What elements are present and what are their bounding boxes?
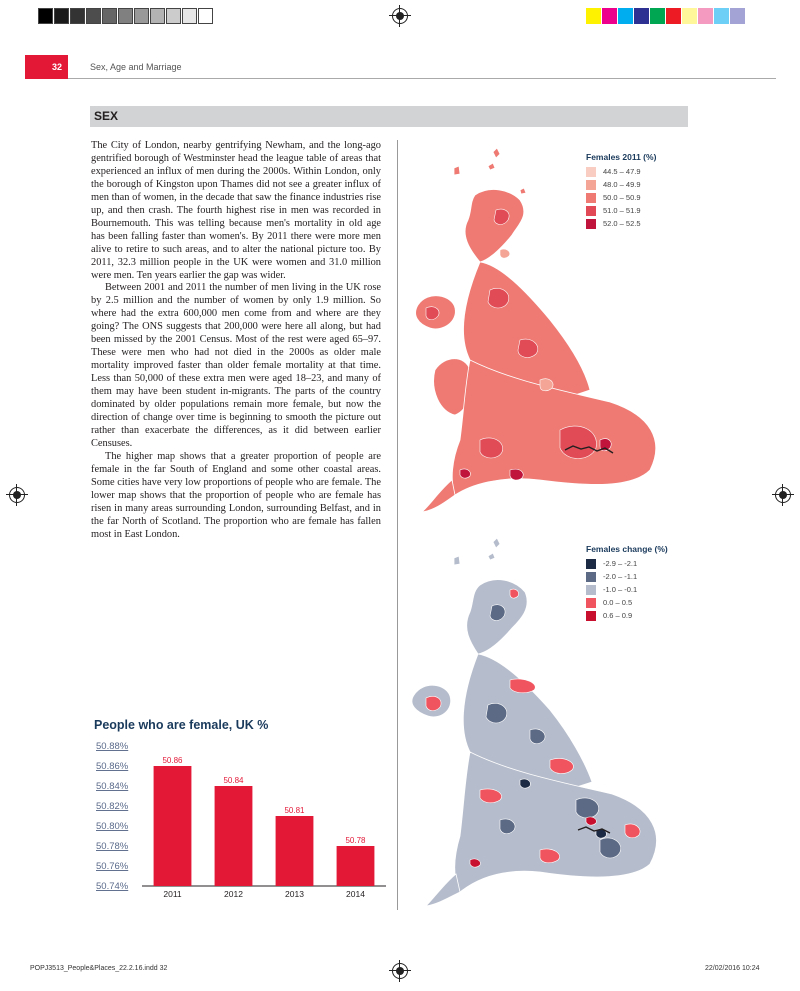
legend-label: 48.0 – 49.9	[603, 180, 641, 189]
paragraph: The City of London, nearby gentrifying Newham, and the long-ago gentrified borough of Westminster head the league table of areas that experienced an influx of men during the 2000s. Within London, only the borough of Kingston upon Thames did not see a greater influx of men than of women, in the decade that saw the finance industries rise up, and then crash. The fourth highest rise in men was recorded in Bournemouth. This was telling because men's mortality in old age has been falling faster than women's. By 2011 there were more men alive to retire to such areas, and to alter the national picture too. By 2011, 32.3 million people in the UK were women and 31.0 million were men. Ten years earlier the gap was wider.	[91, 140, 381, 281]
map-region-islands	[454, 538, 500, 565]
map-cell	[520, 779, 530, 788]
x-tick-label: 2014	[346, 889, 365, 899]
legend-label: -1.0 – -0.1	[603, 585, 638, 594]
calibration-swatch	[682, 8, 697, 24]
calibration-swatch	[730, 8, 745, 24]
calibration-swatch	[182, 8, 197, 24]
x-tick-label: 2011	[163, 889, 182, 899]
legend-swatch	[586, 585, 596, 595]
legend-swatch	[586, 559, 596, 569]
bar	[215, 786, 253, 886]
calibration-swatch	[714, 8, 729, 24]
header-rule	[68, 78, 776, 79]
y-tick-label: 50.82%	[96, 801, 129, 812]
column-divider	[397, 140, 398, 910]
registration-mark-icon	[9, 487, 25, 503]
legend-swatch	[586, 219, 596, 229]
legend-females-change	[586, 544, 766, 624]
legend-title: Females change (%)	[586, 544, 668, 554]
bar-data-label: 50.78	[345, 836, 366, 845]
y-tick-label: 50.78%	[96, 841, 129, 852]
map-cell	[510, 589, 519, 598]
calibration-swatch	[666, 8, 681, 24]
calibration-swatch	[86, 8, 101, 24]
footer-file-name: POPJ3513_People&Places_22.2.16.indd 32	[30, 965, 168, 972]
legend-swatch	[586, 572, 596, 582]
calibration-swatch	[602, 8, 617, 24]
legend-swatch	[586, 193, 596, 203]
calibration-swatch	[54, 8, 69, 24]
registration-mark-icon	[392, 963, 408, 979]
legend-label: 44.5 – 47.9	[603, 167, 641, 176]
bar-data-label: 50.86	[162, 756, 183, 765]
body-text	[91, 140, 381, 542]
map-cell	[510, 469, 523, 480]
y-tick-label: 50.86%	[96, 761, 129, 772]
bar	[154, 766, 192, 886]
y-tick-label: 50.84%	[96, 781, 129, 792]
map-cell	[460, 469, 470, 478]
registration-mark-icon	[775, 487, 791, 503]
page-number-tab	[25, 55, 68, 79]
y-tick-label: 50.88%	[96, 741, 129, 752]
legend-label: 52.0 – 52.5	[603, 219, 641, 228]
page-number: 32	[51, 62, 62, 72]
chart-title: People who are female, UK %	[94, 718, 269, 732]
bar-data-label: 50.81	[284, 806, 305, 815]
legend-label: -2.0 – -1.1	[603, 572, 638, 581]
y-tick-label: 50.76%	[96, 861, 129, 872]
map-region-southwest-peninsula	[426, 874, 460, 906]
legend-swatch	[586, 167, 596, 177]
map-cell	[426, 696, 441, 710]
footer-timestamp: 22/02/2016 10:24	[705, 965, 760, 972]
map-region-islands	[454, 148, 526, 194]
map-cell	[540, 379, 553, 391]
paragraph: The higher map shows that a greater proportion of people are female in the far South of England and some other coastal areas. Some cities have very low proportions of people who are female. The lower map shows that the proportion of people who are female has risen in many areas surrounding London, surrounding Belfast, and in the far North of Scotland. The proportion who are female has fallen most in East London.	[91, 450, 381, 540]
legend-swatch	[586, 611, 596, 621]
legend-label: -2.9 – -2.1	[603, 559, 638, 568]
map-cell	[488, 288, 509, 308]
calibration-swatch	[118, 8, 133, 24]
calibration-swatch	[134, 8, 149, 24]
legend-title: Females 2011 (%)	[586, 152, 657, 162]
section-title: SEX	[94, 109, 119, 123]
bar-data-label: 50.84	[223, 776, 244, 785]
y-tick-label: 50.80%	[96, 821, 129, 832]
x-tick-label: 2013	[285, 889, 304, 899]
legend-swatch	[586, 598, 596, 608]
legend-swatch	[586, 180, 596, 190]
legend-label: 0.0 – 0.5	[603, 598, 633, 607]
legend-label: 50.0 – 50.9	[603, 193, 641, 202]
map-region-scotland	[465, 190, 524, 262]
legend-label: 0.6 – 0.9	[603, 611, 633, 620]
bar	[337, 846, 375, 886]
registration-mark-icon	[392, 8, 408, 24]
section-heading-band	[90, 106, 688, 127]
map-cell	[586, 817, 596, 825]
x-tick-label: 2012	[224, 889, 243, 899]
calibration-swatch	[38, 8, 53, 24]
calibration-swatch	[102, 8, 117, 24]
map-region-southwest-peninsula	[422, 480, 455, 512]
legend-label: 51.0 – 51.9	[603, 206, 641, 215]
calibration-swatch	[586, 8, 601, 24]
y-tick-label: 50.74%	[96, 881, 129, 892]
map-cell	[470, 859, 480, 867]
map-cell	[510, 679, 535, 693]
bar	[276, 816, 314, 886]
legend-females-2011	[586, 152, 766, 232]
calibration-swatch	[650, 8, 665, 24]
running-title: Sex, Age and Marriage	[90, 62, 182, 72]
paragraph: Between 2001 and 2011 the number of men living in the UK rose by 2.5 million and the number of women by only 1.9 million. So where had the extra 600,000 men come from and where are they going? The ONS suggests that 200,000 were here all along, but had been missed by the 2001 Census. Most of the rest were aged 65–97. These were men who had not died in the 2000s as older male mortality improved faster than older female mortality at that time. Less than 50,000 of these extra men were aged 18–23, and many of them may have been student in-migrants. The parts of the country dominated by older populations remain more female, but now the direction of change over time is beginning to smooth the picture out rather than exacerbate the differences, as it did between earlier Censuses.	[91, 282, 381, 449]
calibration-swatch	[166, 8, 181, 24]
calibration-swatch	[70, 8, 85, 24]
calibration-swatch	[618, 8, 633, 24]
calibration-swatch	[198, 8, 213, 24]
calibration-swatch	[634, 8, 649, 24]
female-share-bar-chart	[90, 736, 390, 908]
calibration-swatch	[150, 8, 165, 24]
map-cell	[500, 249, 510, 258]
legend-swatch	[586, 206, 596, 216]
calibration-swatch	[698, 8, 713, 24]
map-cell	[486, 703, 507, 723]
